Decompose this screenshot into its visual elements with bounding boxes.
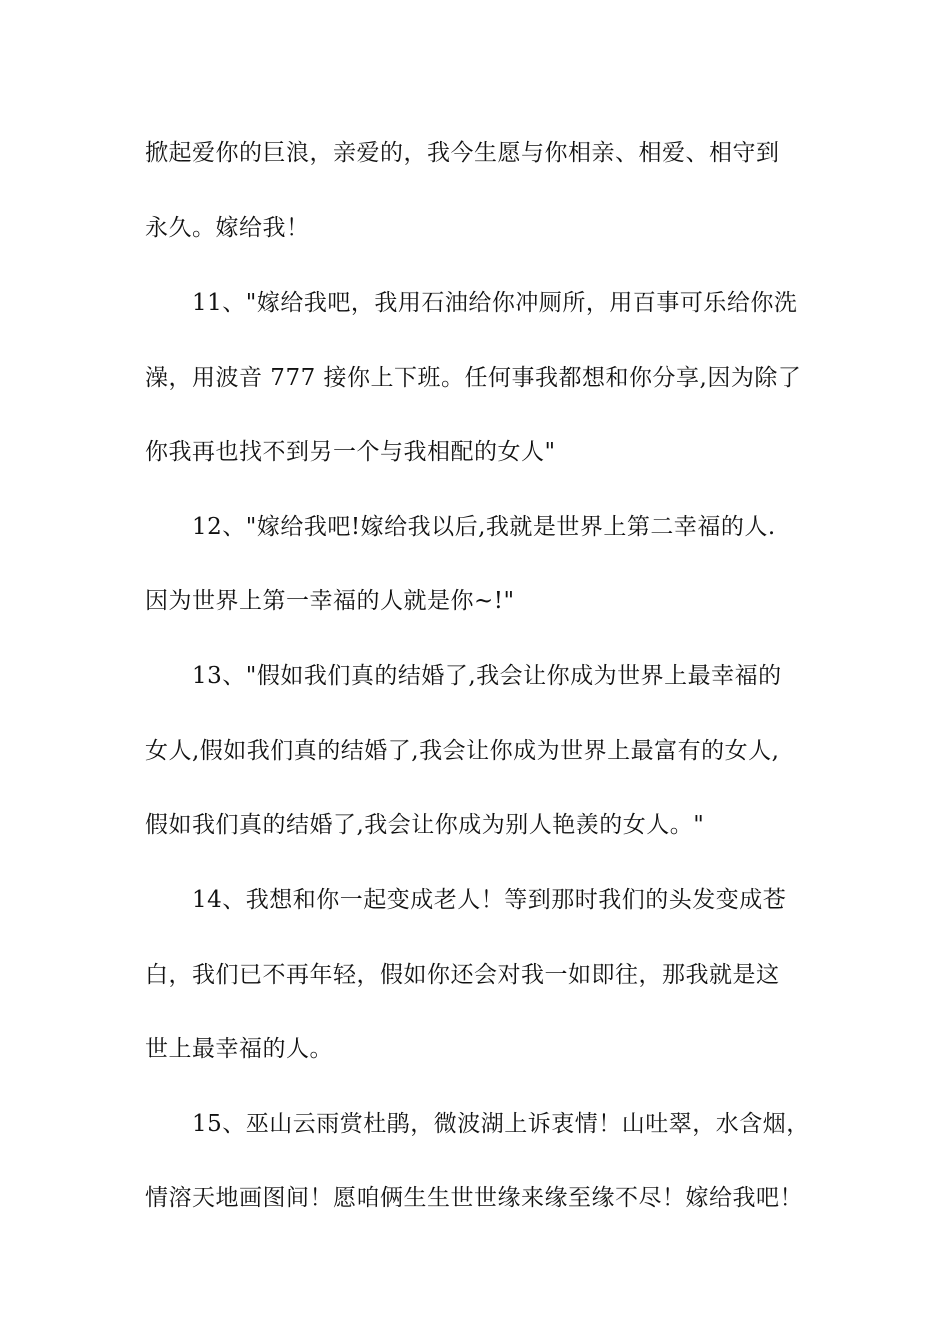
text-line: 白，我们已不再年轻，假如你还会对我一如即往，那我就是这 <box>145 962 780 988</box>
text-line: 因为世界上第一幸福的人就是你~!" <box>145 588 515 614</box>
paragraph-13-start: 13、"假如我们真的结婚了,我会让你成为世界上最幸福的 <box>192 663 782 689</box>
paragraph-15-start: 15、巫山云雨赏杜鹃，微波湖上诉衷情！山吐翠，水含烟， <box>192 1111 810 1137</box>
text-line: 澡，用波音 777 接你上下班。任何事我都想和你分享,因为除了 <box>145 365 802 391</box>
text-line: 世上最幸福的人。 <box>145 1036 333 1062</box>
text-line: 永久。嫁给我！ <box>145 215 310 241</box>
text-line: 掀起爱你的巨浪，亲爱的，我今生愿与你相亲、相爱、相守到 <box>145 140 780 166</box>
text-line: 你我再也找不到另一个与我相配的女人" <box>145 439 556 465</box>
paragraph-11-start: 11、"嫁给我吧，我用石油给你冲厕所，用百事可乐给你洗 <box>192 290 798 316</box>
paragraph-12-start: 12、"嫁给我吧!嫁给我以后,我就是世界上第二幸福的人. <box>192 514 776 540</box>
text-line: 情溶天地画图间！愿咱俩生生世世缘来缘至缘不尽！嫁给我吧！ <box>145 1185 803 1211</box>
text-line: 女人,假如我们真的结婚了,我会让你成为世界上最富有的女人, <box>145 738 780 764</box>
text-line: 假如我们真的结婚了,我会让你成为别人艳羡的女人。" <box>145 812 705 838</box>
paragraph-14-start: 14、我想和你一起变成老人！等到那时我们的头发变成苍 <box>192 887 787 913</box>
